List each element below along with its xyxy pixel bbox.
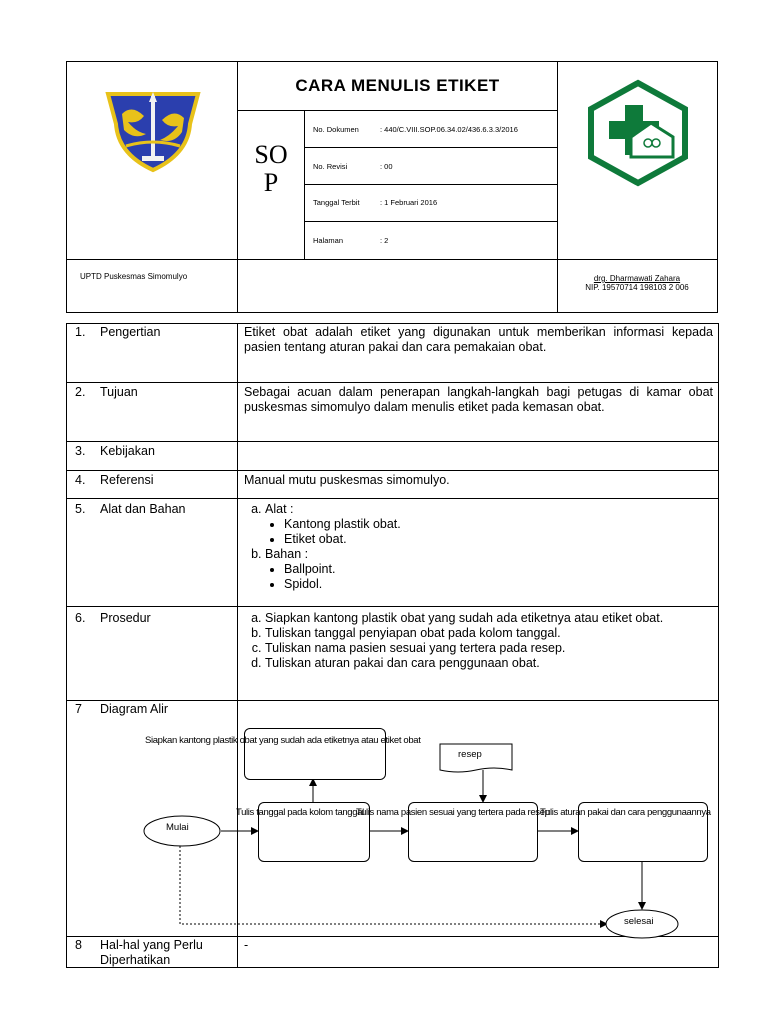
section-8-text: - (244, 938, 249, 952)
alat-title: Alat : (265, 502, 294, 516)
field-no-revisi-label: No. Revisi (313, 162, 348, 171)
field-no-revisi-value: : 00 (380, 162, 393, 171)
prosedur-step: b. Tuliskan tanggal penyiapan obat pada kolom tanggal. (265, 626, 713, 641)
section-1-label: Pengertian (100, 325, 161, 339)
section-3-number: 3. (75, 444, 86, 458)
section-5-label: Alat dan Bahan (100, 502, 186, 516)
prosedur-step: c. Tuliskan nama pasien sesuai yang tertera pada resep. (265, 641, 713, 656)
unit-name: UPTD Puskesmas Simomulyo (80, 272, 188, 281)
section-5-number: 5. (75, 502, 86, 516)
name-text: Tulis nama pasien sesuai yang tertera pada resep (356, 807, 550, 818)
section-6-number: 6. (75, 611, 86, 625)
section-8-label-line1: Hal-hal yang Perlu (100, 938, 203, 952)
section-4-number: 4. (75, 473, 86, 487)
section-8-number: 8 (75, 938, 82, 952)
sop-label-line1: SO (254, 140, 288, 169)
bahan-title: Bahan : (265, 547, 309, 561)
field-halaman-value: : 2 (380, 236, 389, 245)
signer-name: drg. Dharmawati Zahara (593, 274, 681, 283)
field-tanggal-terbit-value: : 1 Februari 2016 (380, 198, 438, 207)
section-2-number: 2. (75, 385, 86, 399)
section-1-number: 1. (75, 325, 86, 339)
section-7-number: 7 (75, 702, 82, 716)
dashed-start-to-end (180, 846, 607, 924)
field-no-dokumen-value: : 440/C.VIII.SOP.06.34.02/436.6.3.3/2016 (380, 125, 518, 134)
bahan-item: • Ballpoint. (284, 562, 713, 577)
bahan-item: • Spidol. (284, 577, 713, 592)
section-4-text: Manual mutu puskesmas simomulyo. (244, 473, 450, 487)
prepare-text: Siapkan kantong plastik obat yang sudah ada etiketnya atau etiket obat (145, 735, 421, 746)
sop-label-line2: P (263, 168, 279, 197)
section-6-label: Prosedur (100, 611, 151, 625)
signer-nip: NIP. 19570714 198103 2 006 (585, 283, 689, 292)
section-2-text: Sebagai acuan dalam penerapan langkah-langkah bagi petugas di kamar obat puskesmas simomulyo dalam menulis etiket pada kemasan obat. (244, 385, 713, 414)
rules-text: Tulis aturan pakai dan cara penggunaannya (540, 807, 711, 818)
section-4-label: Referensi (100, 473, 154, 487)
alat-item: • Etiket obat. (284, 532, 713, 547)
field-tanggal-terbit-label: Tanggal Terbit (313, 198, 360, 207)
field-no-dokumen-label: No. Dokumen (313, 125, 359, 134)
prosedur-step: d. Tuliskan aturan pakai dan cara penggunaan obat. (265, 656, 713, 671)
alat-item: • Kantong plastik obat. (284, 517, 713, 532)
prosedur-step: a. Siapkan kantong plastik obat yang sudah ada etiketnya atau etiket obat. (265, 611, 713, 626)
field-halaman-label: Halaman (313, 236, 344, 245)
start-text: Mulai (166, 822, 189, 833)
end-text: selesai (624, 916, 654, 927)
resep-text: resep (458, 749, 482, 760)
section-3-label: Kebijakan (100, 444, 155, 458)
section-8-label-line2: Diperhatikan (100, 953, 171, 967)
section-7-label: Diagram Alir (100, 702, 169, 716)
section-2-label: Tujuan (100, 385, 138, 399)
date-text: Tulis tanggal pada kolom tanggal (236, 807, 364, 818)
document-title: CARA MENULIS ETIKET (295, 76, 500, 95)
section-1-text: Etiket obat adalah etiket yang digunakan untuk memberikan informasi kepada pasien tentang aturan pakai dan cara pemakaian obat. (244, 325, 713, 354)
